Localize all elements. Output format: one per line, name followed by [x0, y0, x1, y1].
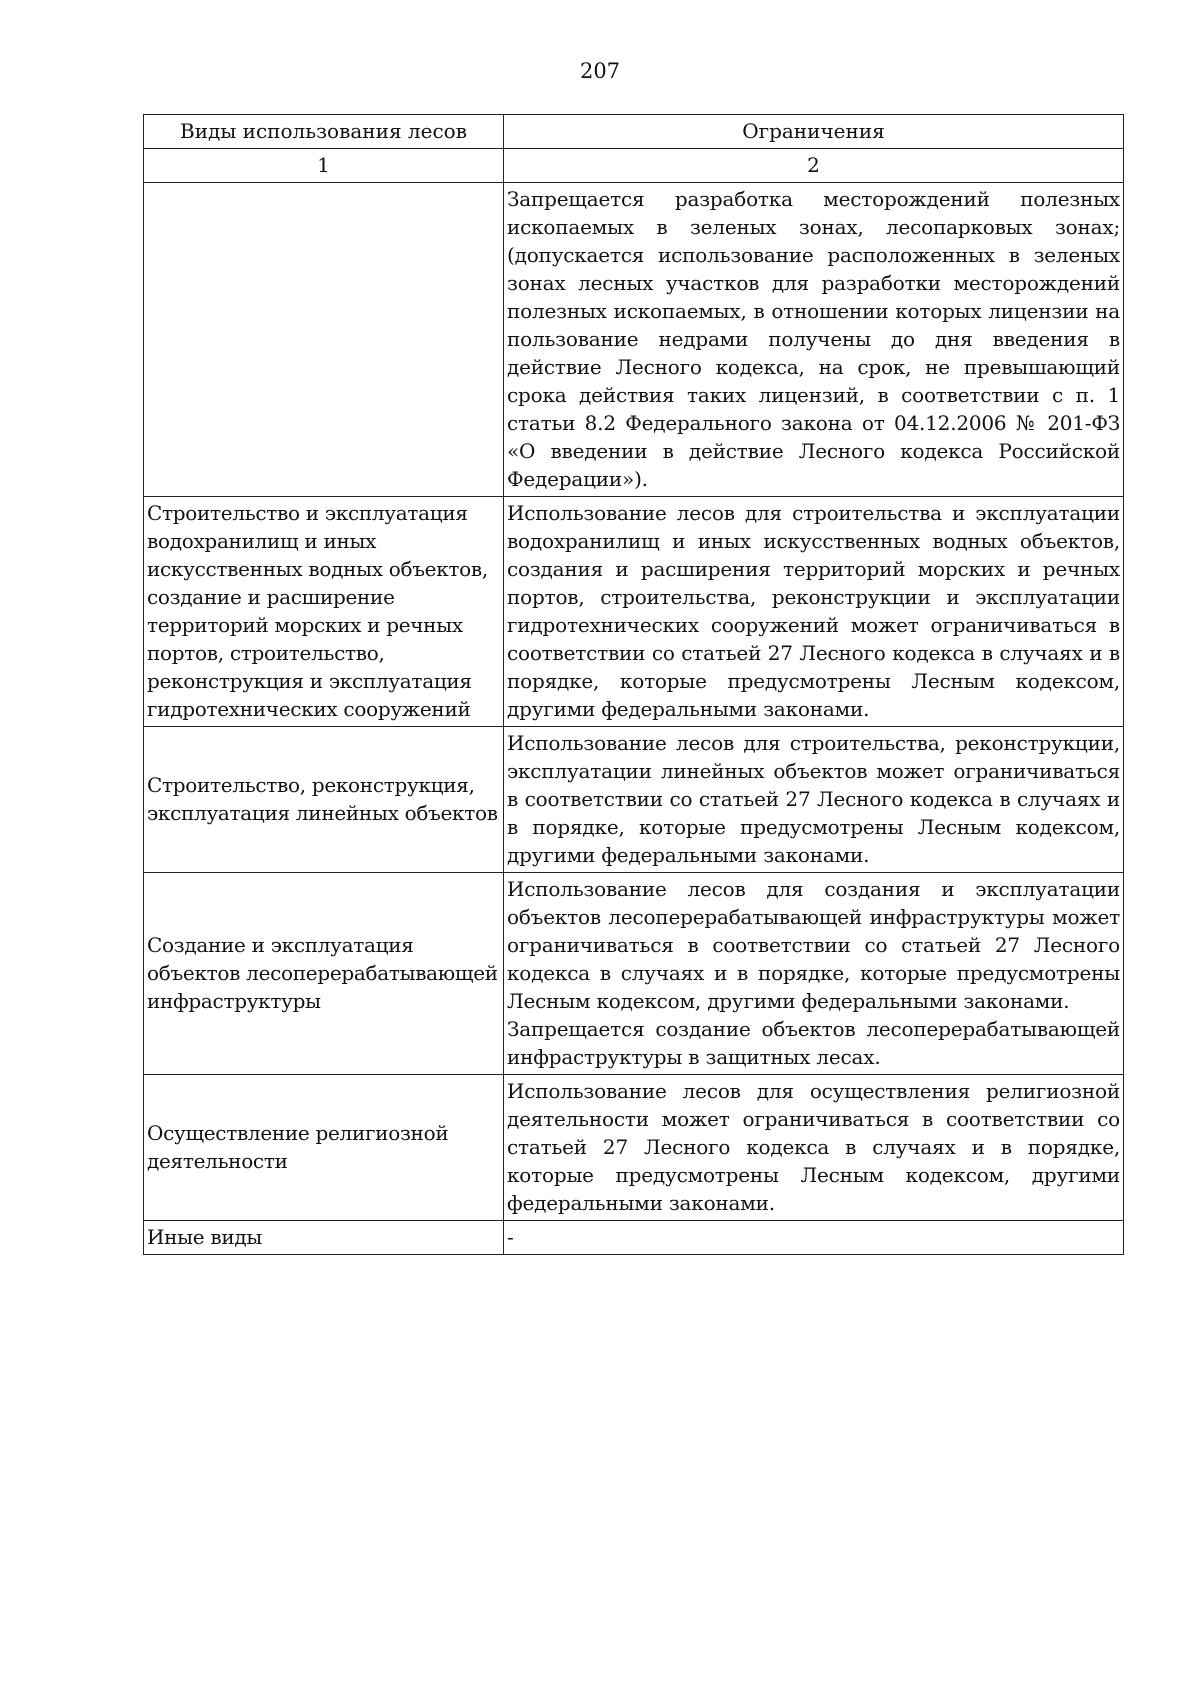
- restriction-text: Запрещается создание объектов лесоперерабатывающей инфраструктуры в защитных лесах.: [507, 1017, 1120, 1069]
- forest-use-type-cell: Создание и эксплуатация объектов лесоперерабатывающей инфраструктуры: [144, 873, 504, 1075]
- restriction-cell: [504, 497, 1124, 727]
- restriction-cell: [504, 873, 1124, 1075]
- restriction-cell: [504, 183, 1124, 497]
- column-header-restrictions: Ограничения: [504, 115, 1124, 149]
- page-number: 207: [579, 59, 621, 83]
- restriction-text: Использование лесов для осуществления религиозной деятельности может ограничиваться в соответствии со статьей 27 Лесного кодекса в случаях и в порядке, которые предусмотрены Лесным кодексом, другими федеральными законами.: [507, 1079, 1120, 1215]
- forest-use-restrictions-table: [143, 114, 1124, 1255]
- table-header-row: [144, 115, 1124, 149]
- restriction-text: Использование лесов для строительства и эксплуатации водохранилищ и иных искусственных водных объектов, создания и расширения территорий морских и речных портов, строительства, реконструкции и эксплуатации гидротехнических сооружений может ограничиваться в соответствии со статьей 27 Лесного кодекса в случаях и в порядке, которые предусмотрены Лесным кодексом, другими федеральными законами.: [507, 501, 1120, 721]
- table-row: [144, 873, 1124, 1075]
- table-row: [144, 1221, 1124, 1255]
- column-numbering-row: [144, 149, 1124, 183]
- restriction-cell: [504, 727, 1124, 873]
- restriction-text: Использование лесов для создания и эксплуатации объектов лесоперерабатывающей инфраструктуры может ограничиваться в соответствии со статьей 27 Лесного кодекса в случаях и в порядке, которые предусмотрены Лесным кодексом, другими федеральными законами.: [507, 877, 1120, 1013]
- forest-use-type-cell: Иные виды: [144, 1221, 504, 1255]
- table-row: [144, 1075, 1124, 1221]
- column-number-1: 1: [144, 149, 504, 183]
- table-row: [144, 497, 1124, 727]
- forest-use-type-cell: Строительство и эксплуатация водохранилищ и иных искусственных водных объектов, создание и расширение территорий морских и речных портов, строительство, реконструкция и эксплуатация гидротехнических сооружений: [144, 497, 504, 727]
- table-row: [144, 183, 1124, 497]
- column-number-2: 2: [504, 149, 1124, 183]
- restriction-cell: [504, 1075, 1124, 1221]
- forest-use-type-cell: Осуществление религиозной деятельности: [144, 1075, 504, 1221]
- forest-use-type-cell: Строительство, реконструкция, эксплуатация линейных объектов: [144, 727, 504, 873]
- restriction-text: -: [507, 1225, 514, 1249]
- forest-use-type-cell: [144, 183, 504, 497]
- restriction-text: Запрещается разработка месторождений полезных ископаемых в зеленых зонах, лесопарковых зонах; (допускается использование расположенных в зеленых зонах лесных участков для разработки месторождений полезных ископаемых, в отношении которых лицензии на пользование недрами получены до дня введения в действие Лесного кодекса, на срок, не превышающий срока действия таких лицензий, в соответствии с п. 1 статьи 8.2 Федерального закона от 04.12.2006 № 201-ФЗ «О введении в действие Лесного кодекса Российской Федерации»).: [507, 187, 1120, 491]
- table-row: [144, 727, 1124, 873]
- restriction-text: Использование лесов для строительства, реконструкции, эксплуатации линейных объектов может ограничиваться в соответствии со статьей 27 Лесного кодекса в случаях и в порядке, которые предусмотрены Лесным кодексом, другими федеральными законами.: [507, 731, 1120, 867]
- restriction-cell: [504, 1221, 1124, 1255]
- column-header-forest-use-types: Виды использования лесов: [144, 115, 504, 149]
